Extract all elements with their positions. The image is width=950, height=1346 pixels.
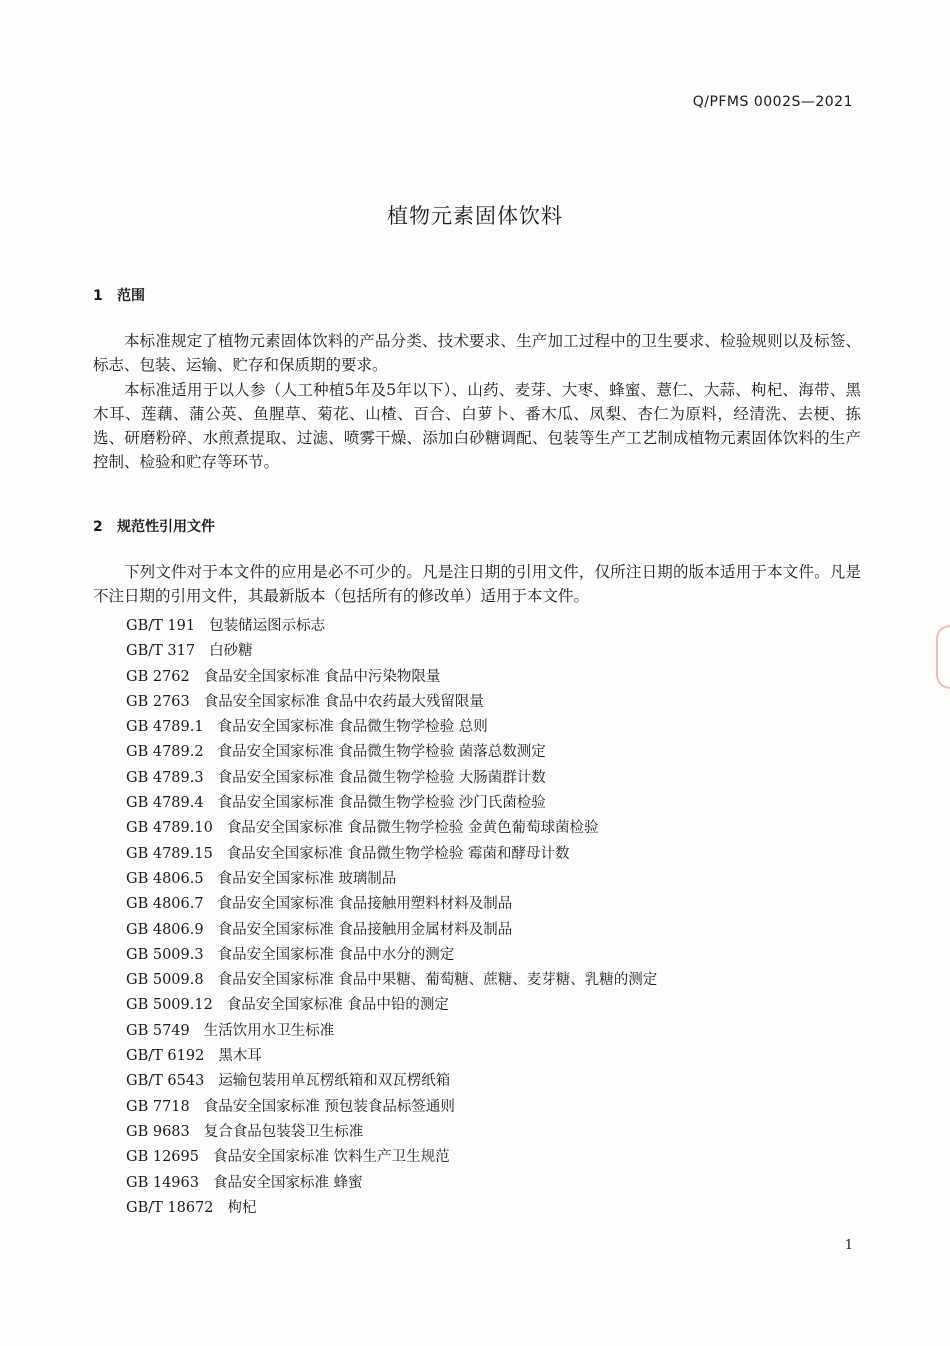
reference-item: [126, 715, 657, 740]
scope-paragraph-2: 本标准适用于以人参（人工种植5年及5年以下）、山药、麦芽、大枣、蜂蜜、薏仁、大蒜、枸杞、海带、黑木耳、莲藕、蒲公英、鱼腥草、菊花、山楂、百合、白萝卜、番木瓜、凤梨、杏仁为原料，经清洗、去梗、拣选、研磨粉碎、水煎煮提取、过滤、喷雾干燥、添加白砂糖调配、包装等生产工艺制成植物元素固体饮料的生产控制、检验和贮存等环节。: [93, 381, 861, 471]
reference-item: [126, 1145, 657, 1170]
reference-code: GB 4806.9: [126, 921, 204, 938]
section-number: 1: [93, 288, 103, 304]
reference-item: [126, 943, 657, 968]
reference-item: [126, 791, 657, 816]
reference-title: 食品安全国家标准 预包装食品标签通则: [203, 1098, 455, 1115]
reference-item: [126, 1069, 657, 1094]
section-title: 范围: [117, 288, 145, 304]
reference-item: [126, 867, 657, 892]
reference-code: GB/T 317: [126, 643, 196, 660]
reference-code: GB 5009.3: [126, 946, 204, 963]
reference-title: 食品安全国家标准 食品微生物学检验 沙门氏菌检验: [217, 795, 546, 812]
reference-title: 食品安全国家标准 食品中铅的测定: [226, 997, 449, 1014]
reference-item: [126, 614, 657, 639]
reference-code: GB/T 6192: [126, 1048, 205, 1065]
scope-paragraph-1: 本标准规定了植物元素固体饮料的产品分类、技术要求、生产加工过程中的卫生要求、检验规则以及标签、标志、包装、运输、贮存和保质期的要求。: [93, 332, 861, 374]
reference-item: [126, 968, 657, 993]
reference-title: 黑木耳: [218, 1048, 262, 1065]
seal-stamp-edge: [936, 625, 950, 689]
reference-item: [126, 1196, 657, 1221]
reference-title: 食品安全国家标准 食品接触用塑料材料及制品: [217, 896, 513, 913]
reference-title: 食品安全国家标准 食品中果糖、葡萄糖、蔗糖、麦芽糖、乳糖的测定: [217, 972, 658, 989]
reference-title: 食品安全国家标准 食品中污染物限量: [203, 668, 441, 685]
reference-item: [126, 892, 657, 917]
document-title: 植物元素固体饮料: [387, 204, 563, 228]
reference-item: [126, 1019, 657, 1044]
reference-item: [126, 1171, 657, 1196]
reference-code: GB 5749: [126, 1022, 190, 1039]
section-title: 规范性引用文件: [117, 519, 215, 535]
reference-code: GB 4806.7: [126, 896, 204, 913]
reference-code: GB/T 18672: [126, 1199, 214, 1216]
reference-code: GB 4789.10: [126, 820, 213, 837]
reference-code: GB 4789.15: [126, 845, 213, 862]
references-intro-paragraph: 下列文件对于本文件的应用是必不可少的。凡是注日期的引用文件，仅所注日期的版本适用于本文件。凡是不注日期的引用文件，其最新版本（包括所有的修改单）适用于本文件。: [93, 563, 861, 605]
reference-title: 生活饮用水卫生标准: [203, 1022, 335, 1039]
reference-code: GB 5009.8: [126, 972, 204, 989]
document-code: Q/PFMS 0002S—2021: [692, 94, 853, 110]
reference-code: GB 14963: [126, 1174, 199, 1191]
reference-title: 白砂糖: [209, 643, 253, 660]
reference-title: 枸杞: [227, 1199, 257, 1216]
reference-code: GB 7718: [126, 1098, 190, 1115]
reference-item: [126, 842, 657, 867]
reference-item: [126, 993, 657, 1018]
reference-item: [126, 740, 657, 765]
reference-code: GB 4789.4: [126, 795, 204, 812]
reference-title: 食品安全国家标准 玻璃制品: [217, 870, 397, 887]
reference-code: GB 2762: [126, 668, 190, 685]
page-number: 1: [844, 1238, 853, 1253]
reference-title: 食品安全国家标准 食品微生物学检验 金黄色葡萄球菌检验: [226, 820, 599, 837]
section-heading-scope: [93, 285, 145, 305]
reference-title: 运输包装用单瓦楞纸箱和双瓦楞纸箱: [218, 1073, 451, 1090]
reference-title: 食品安全国家标准 食品接触用金属材料及制品: [217, 921, 513, 938]
reference-code: GB/T 191: [126, 618, 196, 634]
reference-title: 食品安全国家标准 蜂蜜: [212, 1174, 363, 1191]
reference-item: [126, 918, 657, 943]
reference-title: 食品安全国家标准 食品中农药最大残留限量: [203, 693, 484, 710]
reference-title: 食品安全国家标准 食品微生物学检验 菌落总数测定: [217, 744, 546, 761]
reference-title: 复合食品包装袋卫生标准: [203, 1123, 364, 1140]
reference-title: 食品安全国家标准 食品微生物学检验 霉菌和酵母计数: [226, 845, 570, 862]
section-number: 2: [93, 519, 103, 535]
reference-code: GB 5009.12: [126, 997, 213, 1014]
reference-item: [126, 766, 657, 791]
section-heading-normative-references: [93, 516, 215, 536]
reference-code: GB 4789.1: [126, 719, 204, 736]
reference-code: GB 9683: [126, 1123, 190, 1140]
reference-list: [126, 614, 657, 1221]
reference-code: GB 4789.3: [126, 769, 204, 786]
reference-item: [126, 1095, 657, 1120]
reference-item: [126, 816, 657, 841]
reference-code: GB 12695: [126, 1149, 199, 1166]
reference-title: 包装储运图示标志: [209, 618, 326, 634]
reference-item: [126, 1044, 657, 1069]
reference-code: GB 4806.5: [126, 870, 204, 887]
reference-code: GB 4789.2: [126, 744, 204, 761]
reference-title: 食品安全国家标准 食品微生物学检验 大肠菌群计数: [217, 769, 546, 786]
reference-title: 食品安全国家标准 饮料生产卫生规范: [212, 1149, 450, 1166]
reference-item: [126, 639, 657, 664]
reference-item: [126, 1120, 657, 1145]
reference-title: 食品安全国家标准 食品微生物学检验 总则: [217, 719, 488, 736]
reference-title: 食品安全国家标准 食品中水分的测定: [217, 946, 455, 963]
reference-item: [126, 690, 657, 715]
reference-code: GB 2763: [126, 693, 190, 710]
reference-code: GB/T 6543: [126, 1073, 205, 1090]
reference-item: [126, 665, 657, 690]
